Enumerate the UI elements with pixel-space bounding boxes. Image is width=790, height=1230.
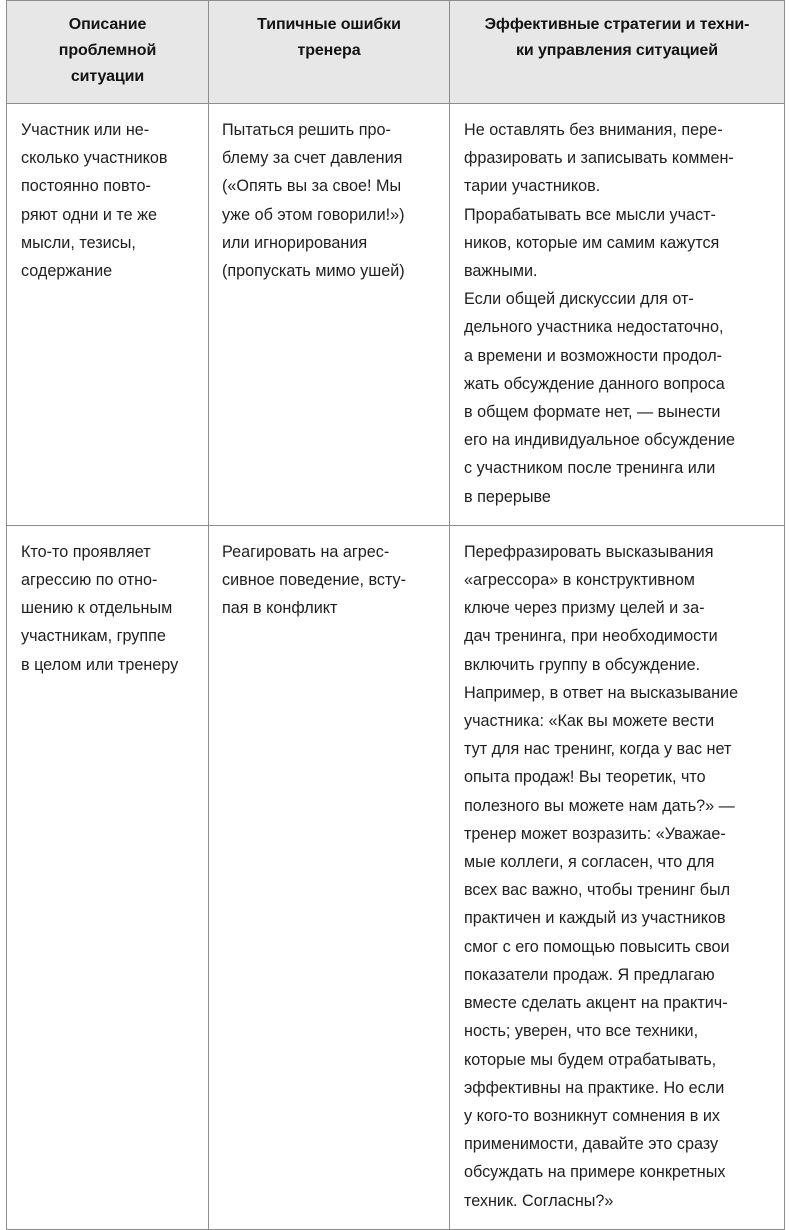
header-line: проблемной — [58, 42, 157, 59]
cell-line: мысли, тезисы, — [21, 233, 136, 252]
cell-line: ключе через призму целей и за- — [464, 599, 705, 618]
table-body — [7, 104, 785, 1230]
cell-line: участникам, группе — [21, 627, 166, 646]
header-line: Описание — [68, 16, 147, 33]
column-header-situation-description — [7, 1, 209, 104]
cell-mistakes-1 — [209, 104, 450, 526]
table-row — [7, 525, 785, 1229]
cell-line: Не оставлять без внимания, пере- — [464, 121, 723, 139]
problem-situations-table — [6, 0, 785, 1230]
cell-line: его на индивидуальное обсуждение — [464, 431, 736, 450]
column-header-effective-strategies — [450, 1, 785, 104]
cell-line: Кто-то проявляет — [21, 542, 151, 561]
cell-line: с участником после тренинга или — [464, 459, 716, 478]
cell-line: в перерыве — [464, 487, 551, 506]
table-header — [7, 1, 785, 104]
cell-line: фразировать и записывать коммен- — [464, 149, 734, 168]
cell-strategies-2 — [450, 525, 785, 1229]
cell-line: («Опять вы за свое! Мы — [222, 177, 402, 196]
column-header-typical-trainer-mistakes — [209, 1, 450, 104]
cell-line: или игнорирования — [222, 233, 368, 252]
cell-line: шению к отдельным — [21, 599, 173, 618]
cell-line: в целом или тренеру — [21, 655, 179, 674]
cell-line: уже об этом говорили!») — [222, 205, 405, 224]
cell-line: у кого-то возникнут сомнения в их — [464, 1106, 721, 1125]
cell-line: ность; уверен, что все техники, — [464, 1022, 699, 1041]
header-line: ки управления ситуацией — [516, 42, 718, 59]
cell-line: тарии участников. — [464, 177, 601, 196]
cell-line: жать обсуждение данного вопроса — [464, 374, 725, 393]
cell-line: смог с его помощью повысить свои — [464, 937, 730, 956]
cell-line: агрессию по отно- — [21, 571, 158, 590]
cell-line: участника: «Как вы можете вести — [464, 712, 715, 731]
table-row — [7, 104, 785, 526]
cell-line: тренер может возразить: «Уважае- — [464, 824, 726, 843]
cell-line: Реагировать на агрес- — [222, 542, 390, 561]
cell-line: блему за счет давления — [222, 149, 403, 168]
cell-line: тут для нас тренинг, когда у вас нет — [464, 740, 732, 759]
cell-line: в общем формате нет, — вынести — [464, 403, 721, 422]
cell-line: важными. — [464, 262, 538, 281]
cell-line: Прорабатывать все мысли участ- — [464, 205, 716, 224]
cell-line: опыта продаж! Вы теоретик, что — [464, 768, 706, 787]
cell-line: постоянно повто- — [21, 177, 151, 196]
cell-situation-2 — [7, 525, 209, 1229]
cell-line: содержание — [21, 262, 113, 281]
cell-line: (пропускать мимо ушей) — [222, 262, 405, 281]
cell-line: а времени и возможности продол- — [464, 346, 723, 365]
cell-line: показатели продаж. Я предлагаю — [464, 965, 715, 984]
cell-line: «агрессора» в конструктивном — [464, 571, 695, 590]
cell-line: Пытаться решить про- — [222, 121, 391, 139]
cell-line: всех вас важно, чтобы тренинг был — [464, 881, 731, 900]
cell-line: эффективны на практике. Но если — [464, 1078, 725, 1097]
cell-strategies-1 — [450, 104, 785, 526]
header-line: Эффективные стратегии и техни- — [484, 16, 750, 33]
cell-line: сколько участников — [21, 149, 168, 168]
cell-line: дельного участника недостаточно, — [464, 318, 724, 337]
cell-line: ников, которые им самим кажутся — [464, 233, 720, 252]
cell-line: дач тренинга, при необходимости — [464, 627, 718, 646]
cell-line: сивное поведение, всту- — [222, 571, 407, 590]
cell-line: Перефразировать высказывания — [464, 542, 714, 561]
cell-line: вместе сделать акцент на практич- — [464, 994, 728, 1013]
cell-line: Участник или не- — [21, 121, 150, 139]
header-line: тренера — [297, 42, 361, 59]
cell-line: ряют одни и те же — [21, 205, 157, 224]
cell-line: применимости, давайте это сразу — [464, 1135, 719, 1154]
cell-line: обсуждать на примере конкретных — [464, 1163, 726, 1182]
cell-mistakes-2 — [209, 525, 450, 1229]
cell-line: Например, в ответ на высказывание — [464, 683, 739, 702]
cell-line: мые коллеги, я согласен, что для — [464, 853, 715, 872]
cell-line: полезного вы можете нам дать?» — — [464, 796, 735, 815]
header-line: Типичные ошибки — [257, 16, 401, 33]
cell-line: Если общей дискуссии для от- — [464, 290, 694, 309]
header-line: ситуации — [70, 68, 145, 85]
cell-line: практичен и каждый из участников — [464, 909, 726, 928]
cell-line: пая в конфликт — [222, 599, 338, 618]
cell-line: техник. Согласны?» — [464, 1191, 614, 1210]
cell-line: включить группу в обсуждение. — [464, 655, 701, 674]
table-header-row — [7, 1, 785, 104]
cell-situation-1 — [7, 104, 209, 526]
cell-line: которые мы будем отрабатывать, — [464, 1050, 717, 1069]
